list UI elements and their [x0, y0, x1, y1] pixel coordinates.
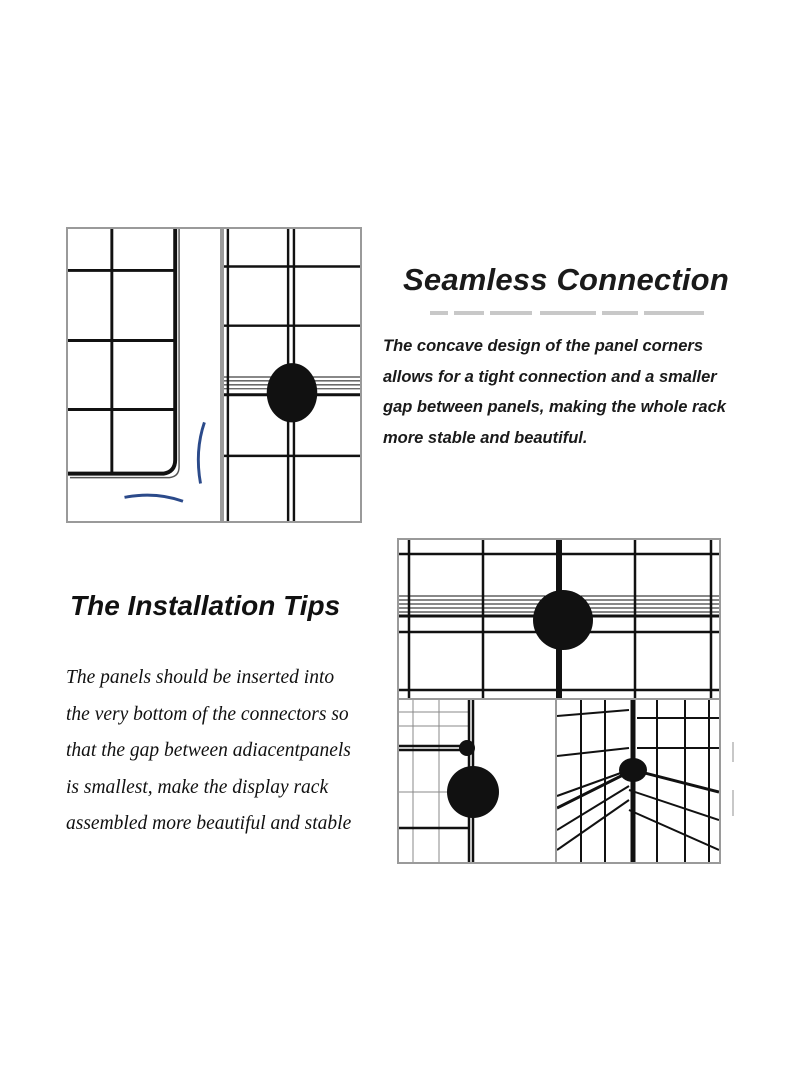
- tips-line-2: the very bottom of the connectors so: [66, 703, 349, 725]
- installation-tips-title: The Installation Tips: [70, 590, 341, 621]
- panel-corner-photo: [66, 227, 222, 523]
- lower-connector-photo: [399, 700, 555, 862]
- seamless-line-3: gap between panels, making the whole rack: [383, 398, 726, 416]
- edge-mark: [732, 742, 734, 762]
- seamless-connection-title: Seamless Connection: [403, 262, 729, 297]
- corner-assembly-photo: [557, 700, 719, 862]
- shelf-connector-photo: [399, 540, 719, 698]
- seamless-line-1: The concave design of the panel corners: [383, 337, 704, 355]
- tips-line-5: assembled more beautiful and stable: [66, 813, 352, 834]
- mirrored-title-reflection: [430, 306, 710, 316]
- installation-tips-description: [66, 660, 396, 843]
- seamless-connection-description: [383, 331, 753, 453]
- tips-line-1: The panels should be inserted into: [66, 667, 335, 688]
- tips-line-3: that the gap between adiacentpanels: [66, 740, 351, 761]
- edge-mark: [732, 790, 734, 816]
- tips-line-4: is smallest, make the display rack: [66, 776, 329, 798]
- seamless-line-4: more stable and beautiful.: [383, 428, 588, 447]
- seamless-line-2: allows for a tight connection and a smaller: [383, 367, 717, 386]
- connector-joint-photo: [222, 227, 362, 523]
